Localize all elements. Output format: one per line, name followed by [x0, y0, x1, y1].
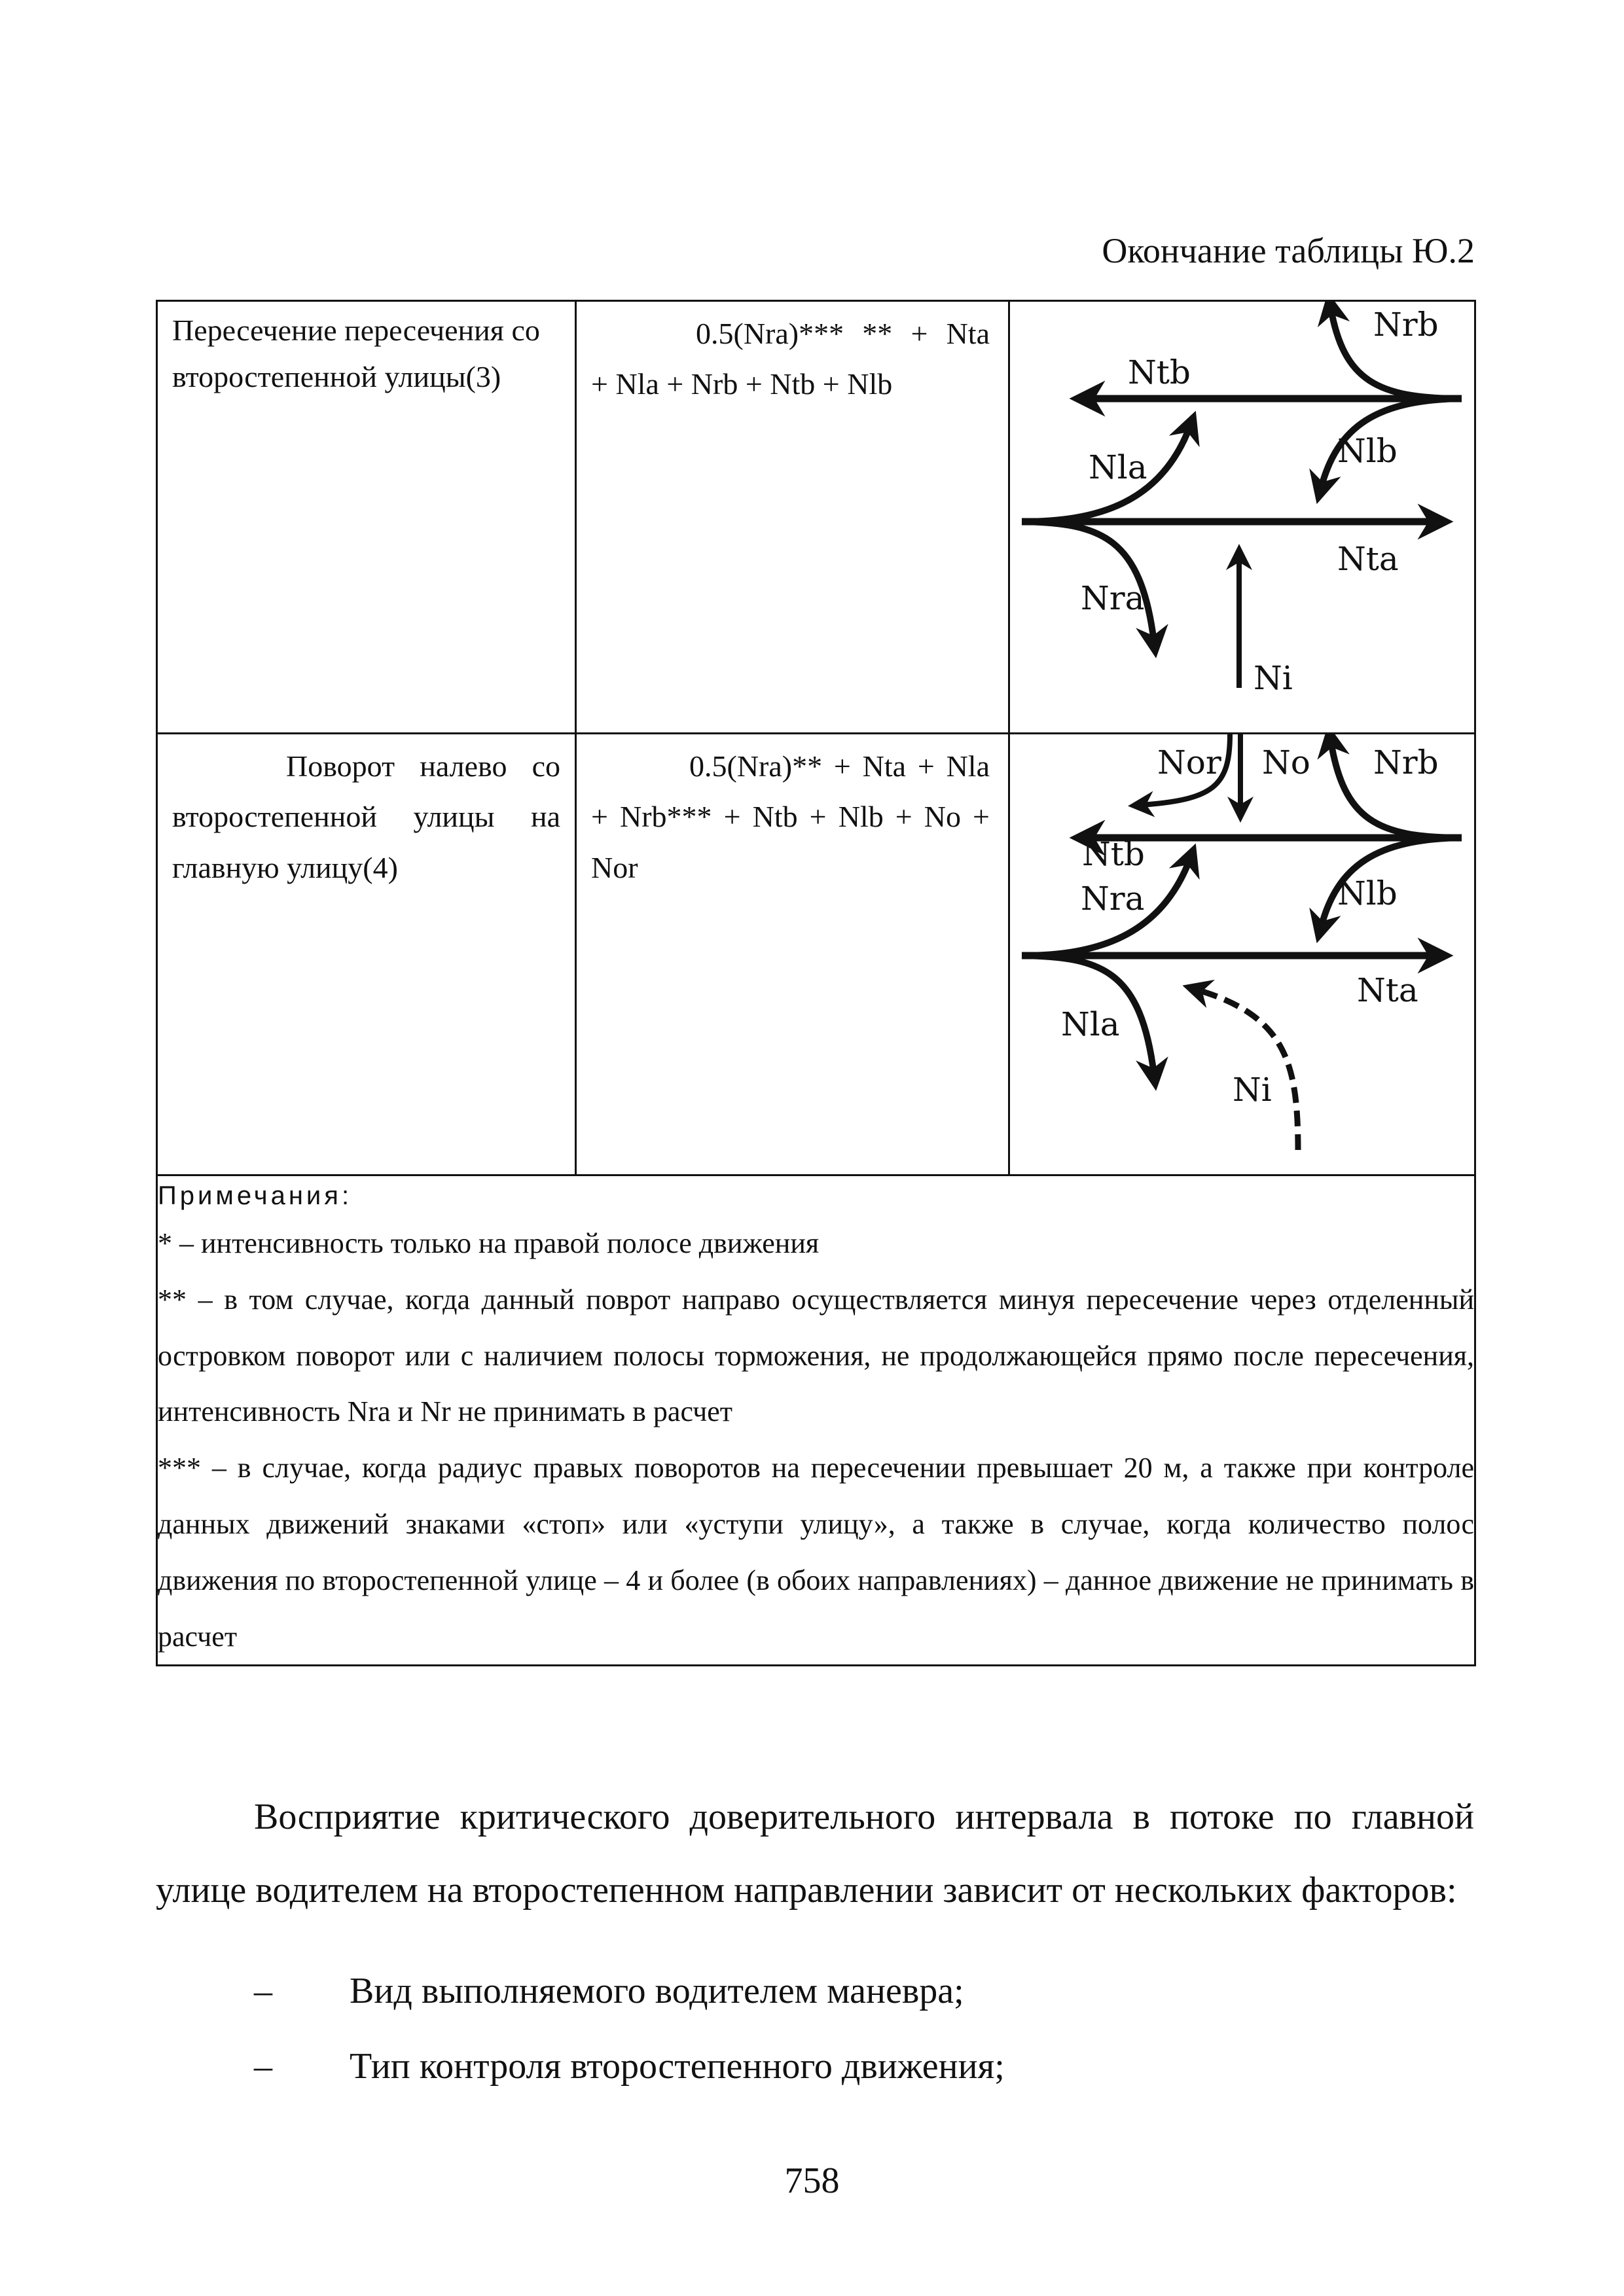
- row1-formula: [577, 302, 1008, 410]
- row2-intersection-diagram: [1010, 734, 1476, 1174]
- label-ni: Ni: [1254, 659, 1293, 697]
- row1-intersection-diagram: [1010, 302, 1476, 732]
- row1-diagram-cell: [1009, 301, 1475, 734]
- page-number: 758: [784, 2161, 840, 2201]
- label-nla: Nla: [1089, 448, 1147, 486]
- label-nra: Nra: [1081, 579, 1145, 617]
- ni-arrow: [1197, 990, 1298, 1150]
- note-item-2: ** – в том случае, когда данный поврот направо осуществляется минуя пересечение через отделенный островком поворот или с наличием полосы торможения, не продолжающейся прямо после пересечения, интенсивность Nra и Nr не принимать в расчет: [158, 1283, 1474, 1428]
- row1-formula-cell: [576, 301, 1009, 734]
- row1-name-cell: [157, 301, 576, 734]
- row1-formula-line2: + Nla + Nrb + Ntb + Nlb: [591, 367, 893, 401]
- row1-formula-line1: 0.5(Nra)*** ** + Nta: [696, 317, 990, 350]
- label-nta: Nta: [1337, 540, 1399, 578]
- table-row: [157, 734, 1475, 1175]
- list-item-text: Вид выполняемого водителем маневра;: [350, 1971, 964, 2011]
- note-item-3: *** – в случае, когда радиус правых поворотов на пересечении превышает 20 м, а также при контроле данных движений знаками «стоп» или «уступи улицу», а также в случае, когда количество полос движения по второстепенной улице – 4 и более (в обоих направлениях) – данное движение не принимать в расчет: [158, 1452, 1474, 1653]
- label-ni: Ni: [1233, 1071, 1272, 1109]
- notes-row: [157, 1175, 1475, 1666]
- label-no: No: [1262, 744, 1310, 781]
- table-continuation-caption: Окончание таблицы Ю.2: [1102, 231, 1475, 270]
- label-nor: Nor: [1157, 744, 1221, 781]
- label-nla: Nla: [1061, 1005, 1120, 1043]
- row2-diagram-cell: [1009, 734, 1475, 1175]
- label-nrb: Nrb: [1373, 306, 1439, 344]
- notes-heading: Примечания:: [158, 1181, 353, 1210]
- traffic-table: [156, 300, 1476, 1666]
- row1-name: Пересечение пересечения со второстепенной улицы(3): [172, 314, 540, 394]
- list-item-text: Тип контроля второстепенного движения;: [350, 2046, 1005, 2087]
- list-dash: –: [254, 1971, 272, 2011]
- row2-name-cell: [157, 734, 576, 1175]
- row2-formula: 0.5(Nra)** + Nta + Nla + Nrb*** + Ntb + Nlb + No + Nor: [591, 749, 990, 884]
- label-ntb: Ntb: [1128, 353, 1191, 391]
- label-nlb: Nlb: [1337, 874, 1398, 912]
- note-item-1: * – интенсивность только на правой полосе движения: [158, 1227, 820, 1259]
- notes-cell: [157, 1175, 1475, 1666]
- label-nta: Nta: [1357, 971, 1418, 1009]
- list-dash: –: [254, 2046, 272, 2087]
- label-nra: Nra: [1081, 880, 1145, 918]
- row2-name: Поворот налево со второстепенной улицы на главную улицу(4): [172, 749, 560, 884]
- body-paragraph: Восприятие критического доверительного интервала в потоке по главной улице водителем на второстепенном направлении зависит от нескольких факторов:: [156, 1797, 1474, 1910]
- label-nrb: Nrb: [1373, 744, 1439, 781]
- label-ntb: Ntb: [1082, 835, 1145, 873]
- table-row: [157, 301, 1475, 734]
- row2-formula-cell: [576, 734, 1009, 1175]
- label-nlb: Nlb: [1337, 432, 1398, 470]
